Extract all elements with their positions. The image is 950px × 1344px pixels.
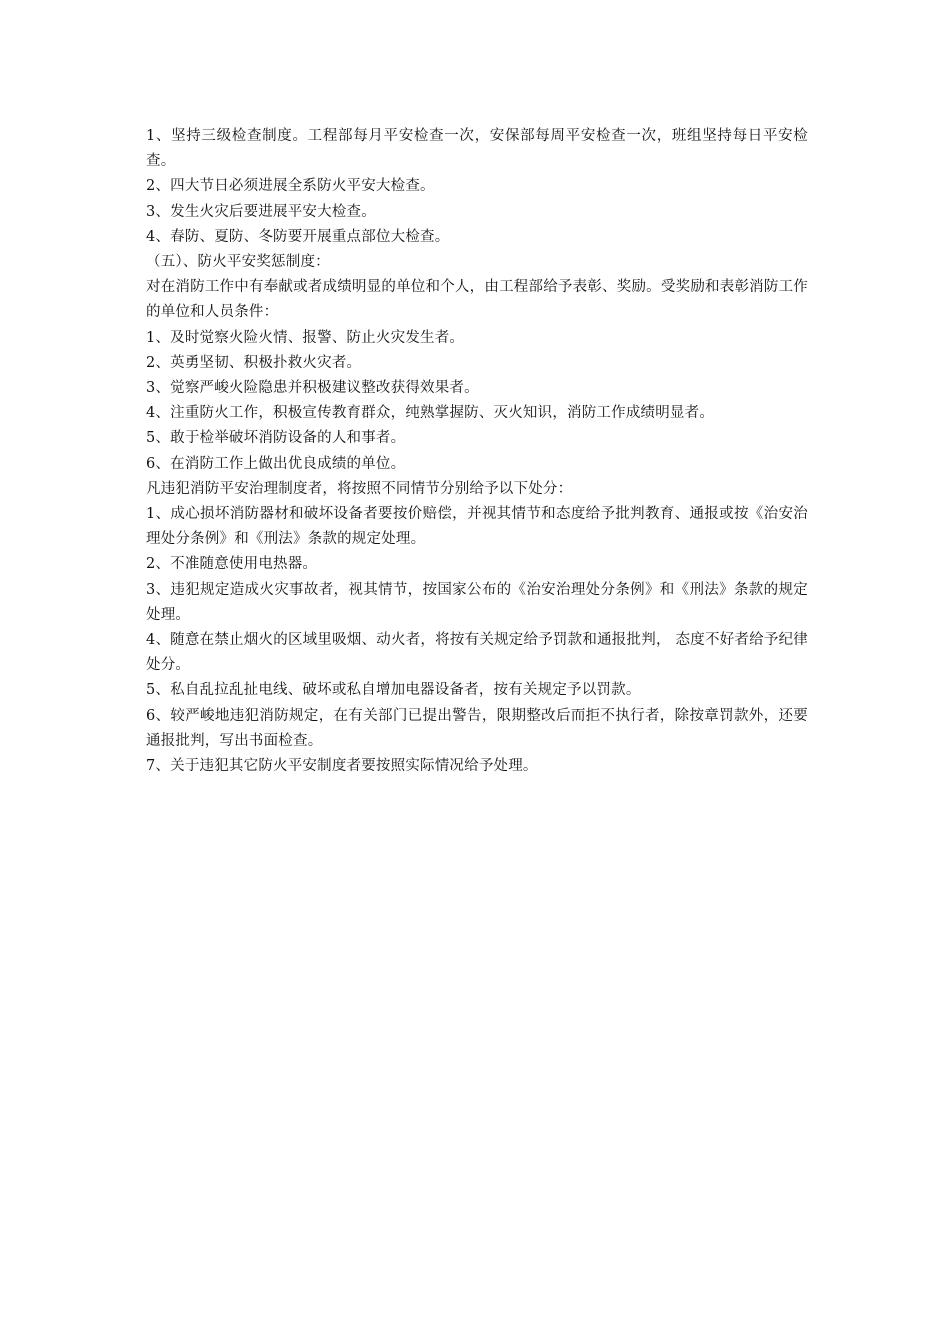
paragraph-penalty-1: 1、成心损坏消防器材和破坏设备者要按价赔偿，并视其情节和态度给予批判教育、通报或按《治安治理处分条例》和《刑法》条款的规定处理。 <box>146 506 808 548</box>
section-heading-rewards-penalties: （五）、防火平安奖惩制度： <box>146 254 330 271</box>
paragraph-reward-1: 1、及时觉察火险火情、报警、防止火灾发生者。 <box>146 329 465 346</box>
paragraph-penalty-2: 2、不准随意使用电热器。 <box>146 556 318 573</box>
paragraph-reward-4: 4、注重防火工作，积极宣传教育群众，纯熟掌握防、灭火知识，消防工作成绩明显者。 <box>146 405 715 422</box>
paragraph-festival-inspection: 2、四大节日必须进展全系防火平安大检查。 <box>146 178 435 195</box>
paragraph-seasonal-inspection: 4、春防、夏防、冬防要开展重点部位大检查。 <box>146 228 450 245</box>
paragraph-penalty-3: 3、违犯规定造成火灾事故者，视其情节，按国家公布的《治安治理处分条例》和《刑法》条款的规定处理。 <box>146 581 808 623</box>
paragraph-penalty-5: 5、私自乱拉乱扯电线、破坏或私自增加电器设备者，按有关规定予以罚款。 <box>146 682 641 699</box>
document-body <box>146 124 808 779</box>
paragraph-penalty-7: 7、关于违犯其它防火平安制度者要按照实际情况给予处理。 <box>146 758 538 775</box>
paragraph-penalty-intro: 凡违犯消防平安治理制度者，将按照不同情节分别给予以下处分： <box>146 480 573 497</box>
paragraph-reward-2: 2、英勇坚韧、积极扑救火灾者。 <box>146 354 362 371</box>
paragraph-reward-6: 6、在消防工作上做出优良成绩的单位。 <box>146 455 406 472</box>
paragraph-reward-3: 3、觉察严峻火险隐患并积极建议整改获得效果者。 <box>146 380 479 397</box>
paragraph-post-fire-inspection: 3、发生火灾后要进展平安大检查。 <box>146 203 376 220</box>
paragraph-reward-5: 5、敢于检举破坏消防设备的人和事者。 <box>146 430 406 447</box>
paragraph-penalty-6: 6、较严峻地违犯消防规定，在有关部门已提出警告，限期整改后而拒不执行者，除按章罚款外，还要通报批判，写出书面检查。 <box>146 707 808 749</box>
paragraph-check-system: 1、坚持三级检查制度。工程部每月平安检查一次，安保部每周平安检查一次，班组坚持每日平安检查。 <box>146 128 808 170</box>
paragraph-penalty-4: 4、随意在禁止烟火的区域里吸烟、动火者，将按有关规定给予罚款和通报批判， 态度不好者给予纪律处分。 <box>146 632 808 674</box>
paragraph-reward-intro: 对在消防工作中有奉献或者成绩明显的单位和个人，由工程部给予表彰、奖励。受奖励和表彰消防工作的单位和人员条件： <box>146 279 808 321</box>
